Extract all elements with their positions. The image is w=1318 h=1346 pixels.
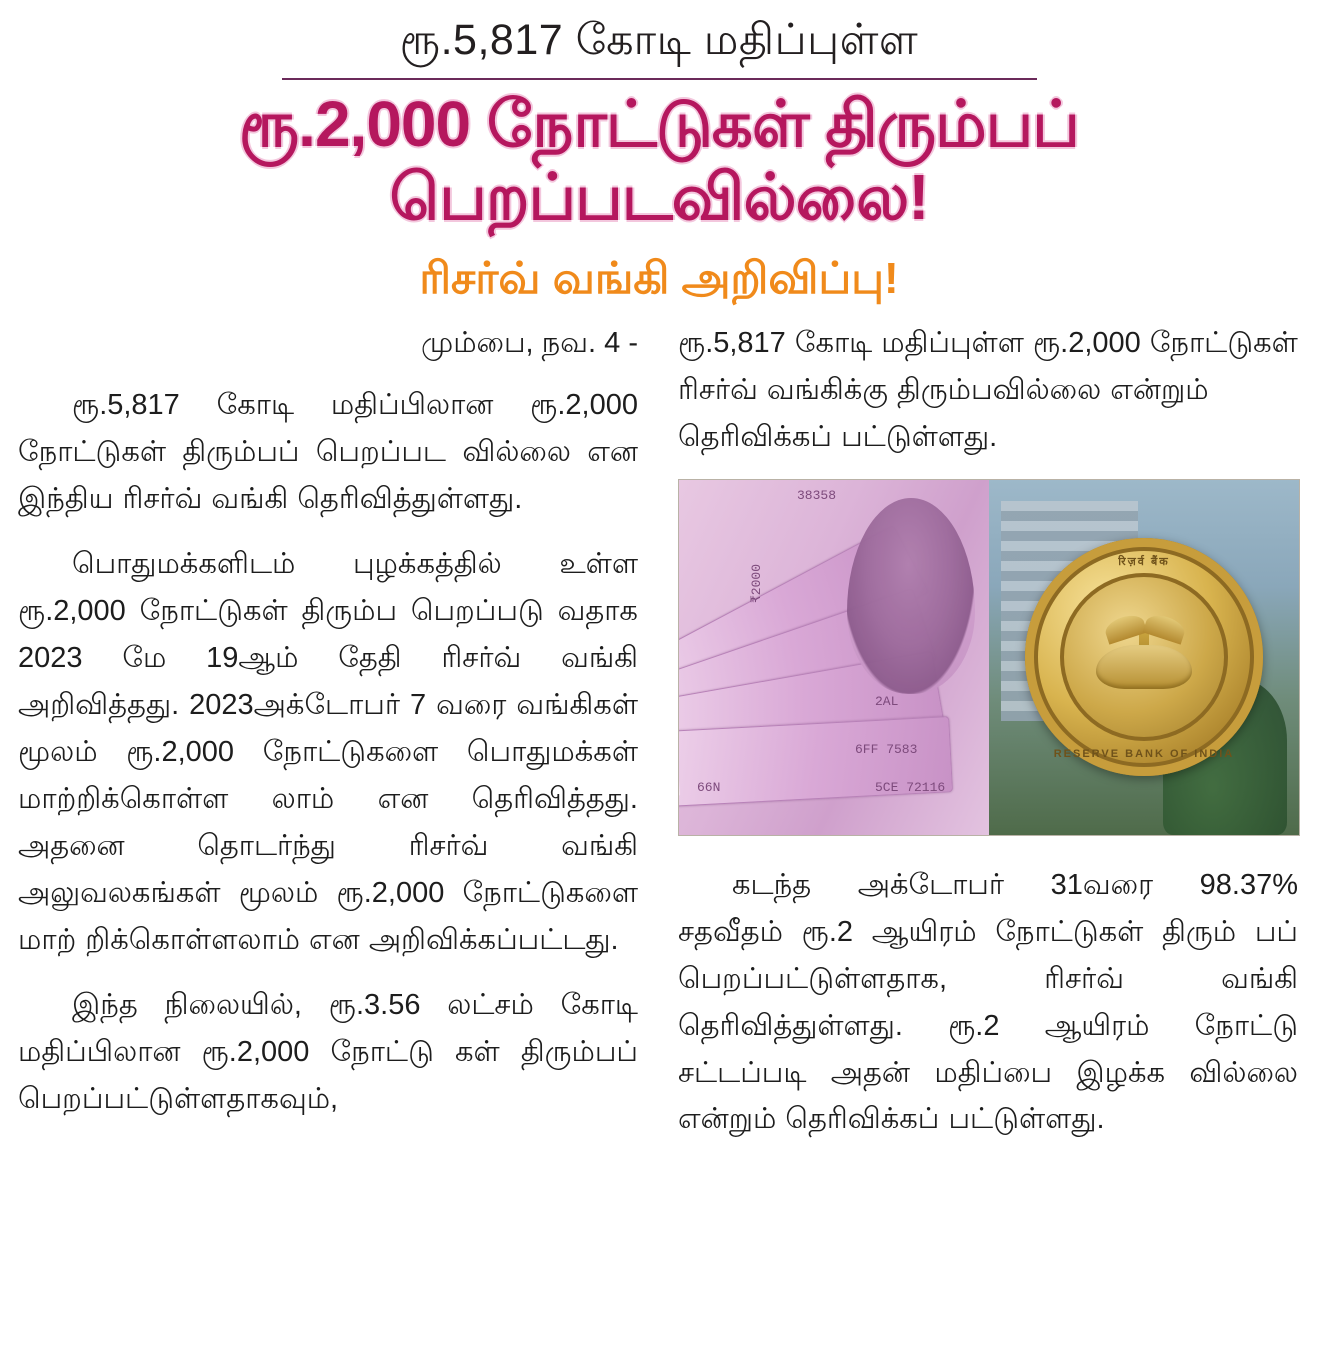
emblem-text-bottom: RESERVE BANK OF INDIA xyxy=(1053,748,1235,761)
tiger-icon xyxy=(1096,645,1192,689)
note-denomination: ₹2000 xyxy=(749,563,765,603)
note-serial-top: 38358 xyxy=(797,487,837,503)
paragraph: ரூ.5,817 கோடி மதிப்பிலான ரூ.2,000 நோட்டுகள் திரும்பப் பெறப்பட வில்லை என இந்திய ரிசர்வ் வங்கி தெரிவித்துள்ளது. xyxy=(18,389,638,516)
note-serial-2: 6FF 7583 xyxy=(855,741,918,757)
left-column xyxy=(18,320,638,1162)
kicker-text: ரூ.5,817 கோடி மதிப்புள்ள xyxy=(399,16,919,64)
gandhi-portrait xyxy=(847,498,975,694)
subheadline: ரிசர்வ் வங்கி அறிவிப்பு! xyxy=(419,253,899,303)
paragraph: பொதுமக்களிடம் புழக்கத்தில் உள்ள ரூ.2,000 நோட்டுகள் திரும்ப பெறப்படு வதாக 2023 மே 19ஆம் தேதி ரிசர்வ் வங்கி அறிவித்தது. 2023அக்டோபர் 7 வரை வங்கிகள் மூலம் ரூ.2,000 நோட்டுகளை பொதுமக்கள் மாற்றிக்கொள்ள லாம் என தெரிவித்தது. அதனை தொடர்ந்து ரிசர்வ் வங்கி அலுவலகங்கள் மூலம் ரூ.2,000 நோட்டுகளை மாற் றிக்கொள்ளலாம் என அறிவிக்கப்பட்டது. xyxy=(18,548,638,956)
emblem-text-top: रिज़र्व बैंक xyxy=(1118,556,1170,569)
rbi-logo-icon xyxy=(1025,538,1263,776)
article-columns xyxy=(18,320,1300,1162)
paragraph: கடந்த அக்டோபர் 31வரை 98.37% சதவீதம் ரூ.2 ஆயிரம் நோட்டுகள் திரும் பப் பெறப்பட்டுள்ளதாக, ரிசர்வ் வங்கி தெரிவித்துள்ளது. ரூ.2 ஆயிரம் நோட்டு சட்டப்படி அதன் மதிப்பை இழக்க வில்லை என்றும் தெரிவிக்கப் பட்டுள்ளது. xyxy=(678,868,1298,1136)
article-photo xyxy=(678,479,1300,836)
kicker-divider xyxy=(282,78,1037,80)
note-serial-4: 66N xyxy=(697,779,721,795)
note-serial-1: 2AL xyxy=(875,693,899,709)
rbi-emblem-photo-half xyxy=(989,480,1299,835)
emblem-inner-ring xyxy=(1060,573,1228,741)
rupee-notes-photo-half xyxy=(679,480,989,835)
right-column xyxy=(678,320,1298,1162)
headline: ரூ.2,000 நோட்டுகள் திரும்பப் பெறப்படவில்லை! xyxy=(239,87,1079,234)
paragraph: ரூ.5,817 கோடி மதிப்புள்ள ரூ.2,000 நோட்டுகள் ரிசர்வ் வங்கிக்கு திரும்பவில்லை என்றும் தெரிவிக்கப் பட்டுள்ளது. xyxy=(678,326,1298,453)
paragraph: இந்த நிலையில், ரூ.3.56 லட்சம் கோடி மதிப்பிலான ரூ.2,000 நோட்டு கள் திரும்பப் பெறப்பட்டுள்ளதாகவும், xyxy=(18,988,638,1115)
note-serial-3: 5CE 72116 xyxy=(875,779,946,795)
dateline: மும்பை, நவ. 4 - xyxy=(421,326,638,359)
